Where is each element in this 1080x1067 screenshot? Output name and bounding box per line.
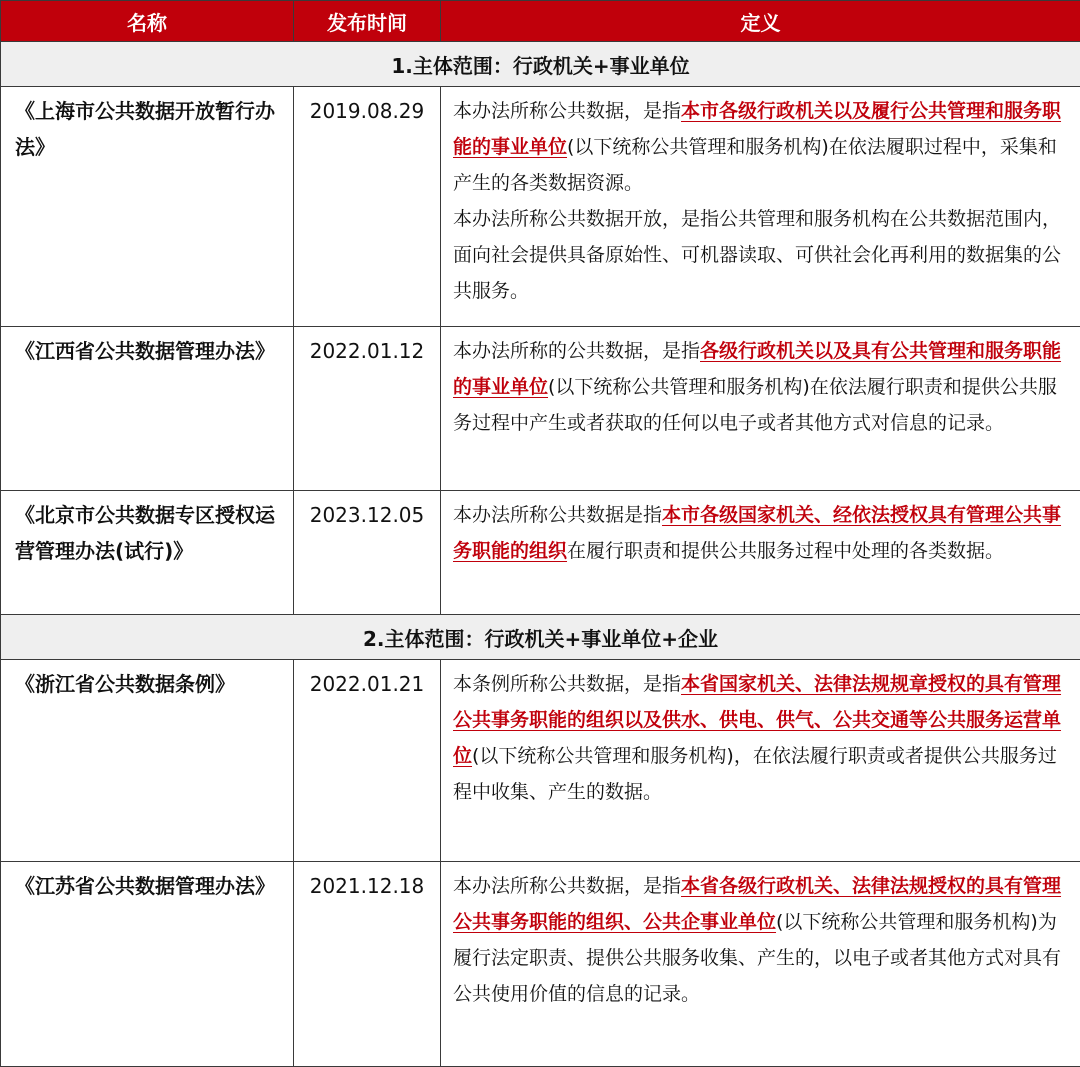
definition-text-post: 在履行职责和提供公共服务过程中处理的各类数据。 <box>567 540 1004 562</box>
definition-text-post: (以下统称公共管理和服务机构)，在依法履行职责或者提供公共服务过程中收集、产生的数据。 <box>453 745 1057 803</box>
section-row <box>1 42 1080 87</box>
definition-paragraph <box>453 93 1072 201</box>
regulation-name: 《江苏省公共数据管理办法》 <box>1 862 294 1067</box>
section-title: 2.主体范围：行政机关+事业单位+企业 <box>1 615 1080 660</box>
definition-text-pre: 本条例所称公共数据，是指 <box>453 673 681 695</box>
definition-text-post: (以下统称公共管理和服务机构)在依法履行职责和提供公共服务过程中产生或者获取的任何以电子或者其他方式对信息的记录。 <box>453 376 1057 434</box>
regulation-name: 《江西省公共数据管理办法》 <box>1 327 294 491</box>
table-row <box>1 327 1080 491</box>
definition-cell <box>441 87 1080 327</box>
section-row <box>1 615 1080 660</box>
definition-cell <box>441 862 1080 1067</box>
header-definition: 定义 <box>441 1 1080 42</box>
definition-cell <box>441 660 1080 862</box>
table-row <box>1 491 1080 615</box>
definition-text-pre: 本办法所称公共数据，是指 <box>453 875 681 897</box>
publish-date: 2023.12.05 <box>294 491 441 615</box>
publish-date: 2019.08.29 <box>294 87 441 327</box>
definition-highlight: 本市各级国家机关、经依法授权具有管理公共事务职能的组织 <box>453 504 1061 562</box>
header-name: 名称 <box>1 1 294 42</box>
header-date: 发布时间 <box>294 1 441 42</box>
publish-date: 2021.12.18 <box>294 862 441 1067</box>
definition-highlight: 本省各级行政机关、法律法规授权的具有管理公共事务职能的组织、公共企事业单位 <box>453 875 1061 933</box>
section-title: 1.主体范围：行政机关+事业单位 <box>1 42 1080 87</box>
definition-cell <box>441 327 1080 491</box>
table-row <box>1 862 1080 1067</box>
definition-text-post: (以下统称公共管理和服务机构)在依法履职过程中，采集和产生的各类数据资源。 <box>453 136 1057 194</box>
regulation-name: 《浙江省公共数据条例》 <box>1 660 294 862</box>
publish-date: 2022.01.21 <box>294 660 441 862</box>
definition-highlight: 本市各级行政机关以及履行公共管理和服务职能的事业单位 <box>453 100 1061 158</box>
header-row <box>1 1 1080 42</box>
table-row <box>1 660 1080 862</box>
definition-text-pre: 本办法所称的公共数据，是指 <box>453 340 700 362</box>
definition-text-pre: 本办法所称公共数据，是指 <box>453 100 681 122</box>
regulation-name: 《上海市公共数据开放暂行办法》 <box>1 87 294 327</box>
definition-cell <box>441 491 1080 615</box>
definition-highlight: 各级行政机关以及具有公共管理和服务职能的事业单位 <box>453 340 1061 398</box>
definition-paragraph-extra: 本办法所称公共数据开放，是指公共管理和服务机构在公共数据范围内，面向社会提供具备原始性、可机器读取、可供社会化再利用的数据集的公共服务。 <box>453 201 1072 309</box>
definition-text-post: (以下统称公共管理和服务机构)为履行法定职责、提供公共服务收集、产生的，以电子或者其他方式对具有公共使用价值的信息的记录。 <box>453 911 1061 1005</box>
table-row <box>1 87 1080 327</box>
publish-date: 2022.01.12 <box>294 327 441 491</box>
definition-text-pre: 本办法所称公共数据是指 <box>453 504 662 526</box>
regulation-name: 《北京市公共数据专区授权运营管理办法(试行)》 <box>1 491 294 615</box>
definition-highlight: 本省国家机关、法律法规规章授权的具有管理公共事务职能的组织以及供水、供电、供气、公共交通等公共服务运营单位 <box>453 673 1061 767</box>
